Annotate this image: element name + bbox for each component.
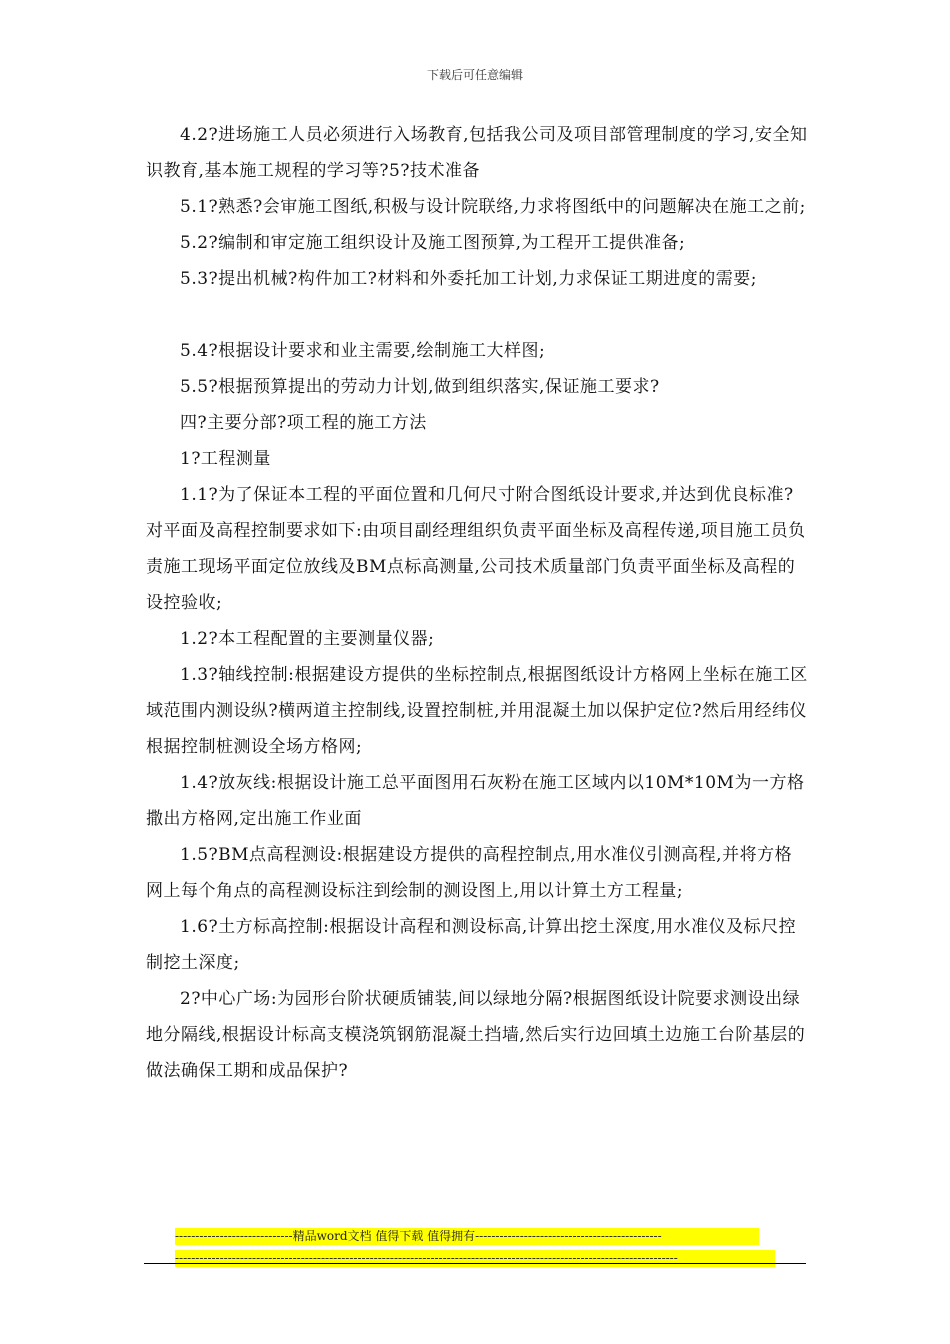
paragraph-2: 2?中心广场:为园形台阶状硬质铺装,间以绿地分隔?根据图纸设计院要求测设出绿地分隔线,根据设计标高支模浇筑钢筋混凝土挡墙,然后实行边回填土边施工台阶基层的做法确保工期和成品保护?: [146, 989, 806, 1081]
paragraph-1-4: 1.4?放灰线:根据设计施工总平面图用石灰粉在施工区域内以10M*10M为一方格撒出方格网,定出施工作业面: [146, 773, 805, 829]
paragraph-5-3: 5.3?提出机械?构件加工?材料和外委托加工计划,力求保证工期进度的需要;: [180, 269, 758, 289]
footer-divider: [144, 1263, 806, 1264]
paragraph-5-5: 5.5?根据预算提出的劳动力计划,做到组织落实,保证施工要求?: [180, 377, 660, 397]
paragraph-1-1: 1.1?为了保证本工程的平面位置和几何尺寸附合图纸设计要求,并达到优良标准?对平面及高程控制要求如下:由项目副经理组织负责平面坐标及高程传递,项目施工员负责施工现场平面定位放线及BM点标高测量,公司技术质量部门负责平面坐标及高程的设控验收;: [146, 485, 806, 613]
paragraph-1-6: 1.6?土方标高控制:根据设计高程和测设标高,计算出挖土深度,用水准仪及标尺控制挖土深度;: [146, 917, 797, 973]
paragraph-5-2: 5.2?编制和审定施工组织设计及施工图预算,为工程开工提供准备;: [180, 233, 686, 253]
section-heading-4: 四?主要分部?项工程的施工方法: [180, 413, 427, 433]
paragraph-1-5: 1.5?BM点高程测设:根据建设方提供的高程控制点,用水准仪引测高程,并将方格网上每个角点的高程测设标注到绘制的测设图上,用以计算土方工程量;: [146, 845, 793, 901]
footer-banner-line2: ----------------------------------------------------------------------------------------------------------------------------: [175, 1250, 775, 1267]
footer-banner: [175, 1228, 775, 1272]
paragraph-1-3: 1.3?轴线控制:根据建设方提供的坐标控制点,根据图纸设计方格网上坐标在施工区域范围内测设纵?横两道主控制线,设置控制桩,并用混凝土加以保护定位?然后用经纬仪根据控制桩测设全场方格网;: [146, 665, 808, 757]
paragraph-1-2: 1.2?本工程配置的主要测量仪器;: [180, 629, 435, 649]
document-body: [146, 117, 808, 1089]
paragraph-5-4: 5.4?根据设计要求和业主需要,绘制施工大样图;: [180, 341, 546, 361]
paragraph-4-2: 4.2?进场施工人员必须进行入场教育,包括我公司及项目部管理制度的学习,安全知识教育,基本施工规程的学习等?5?技术准备: [146, 125, 808, 181]
paragraph-5-1: 5.1?熟悉?会审施工图纸,积极与设计院联络,力求将图纸中的问题解决在施工之前;: [180, 197, 806, 217]
subsection-heading-1: 1?工程测量: [180, 449, 271, 469]
header-note: 下载后可任意编辑: [426, 68, 523, 82]
footer-banner-line1: -----------------------------精品word文档 值得下载 值得拥有----------------------------------------------: [175, 1228, 759, 1245]
